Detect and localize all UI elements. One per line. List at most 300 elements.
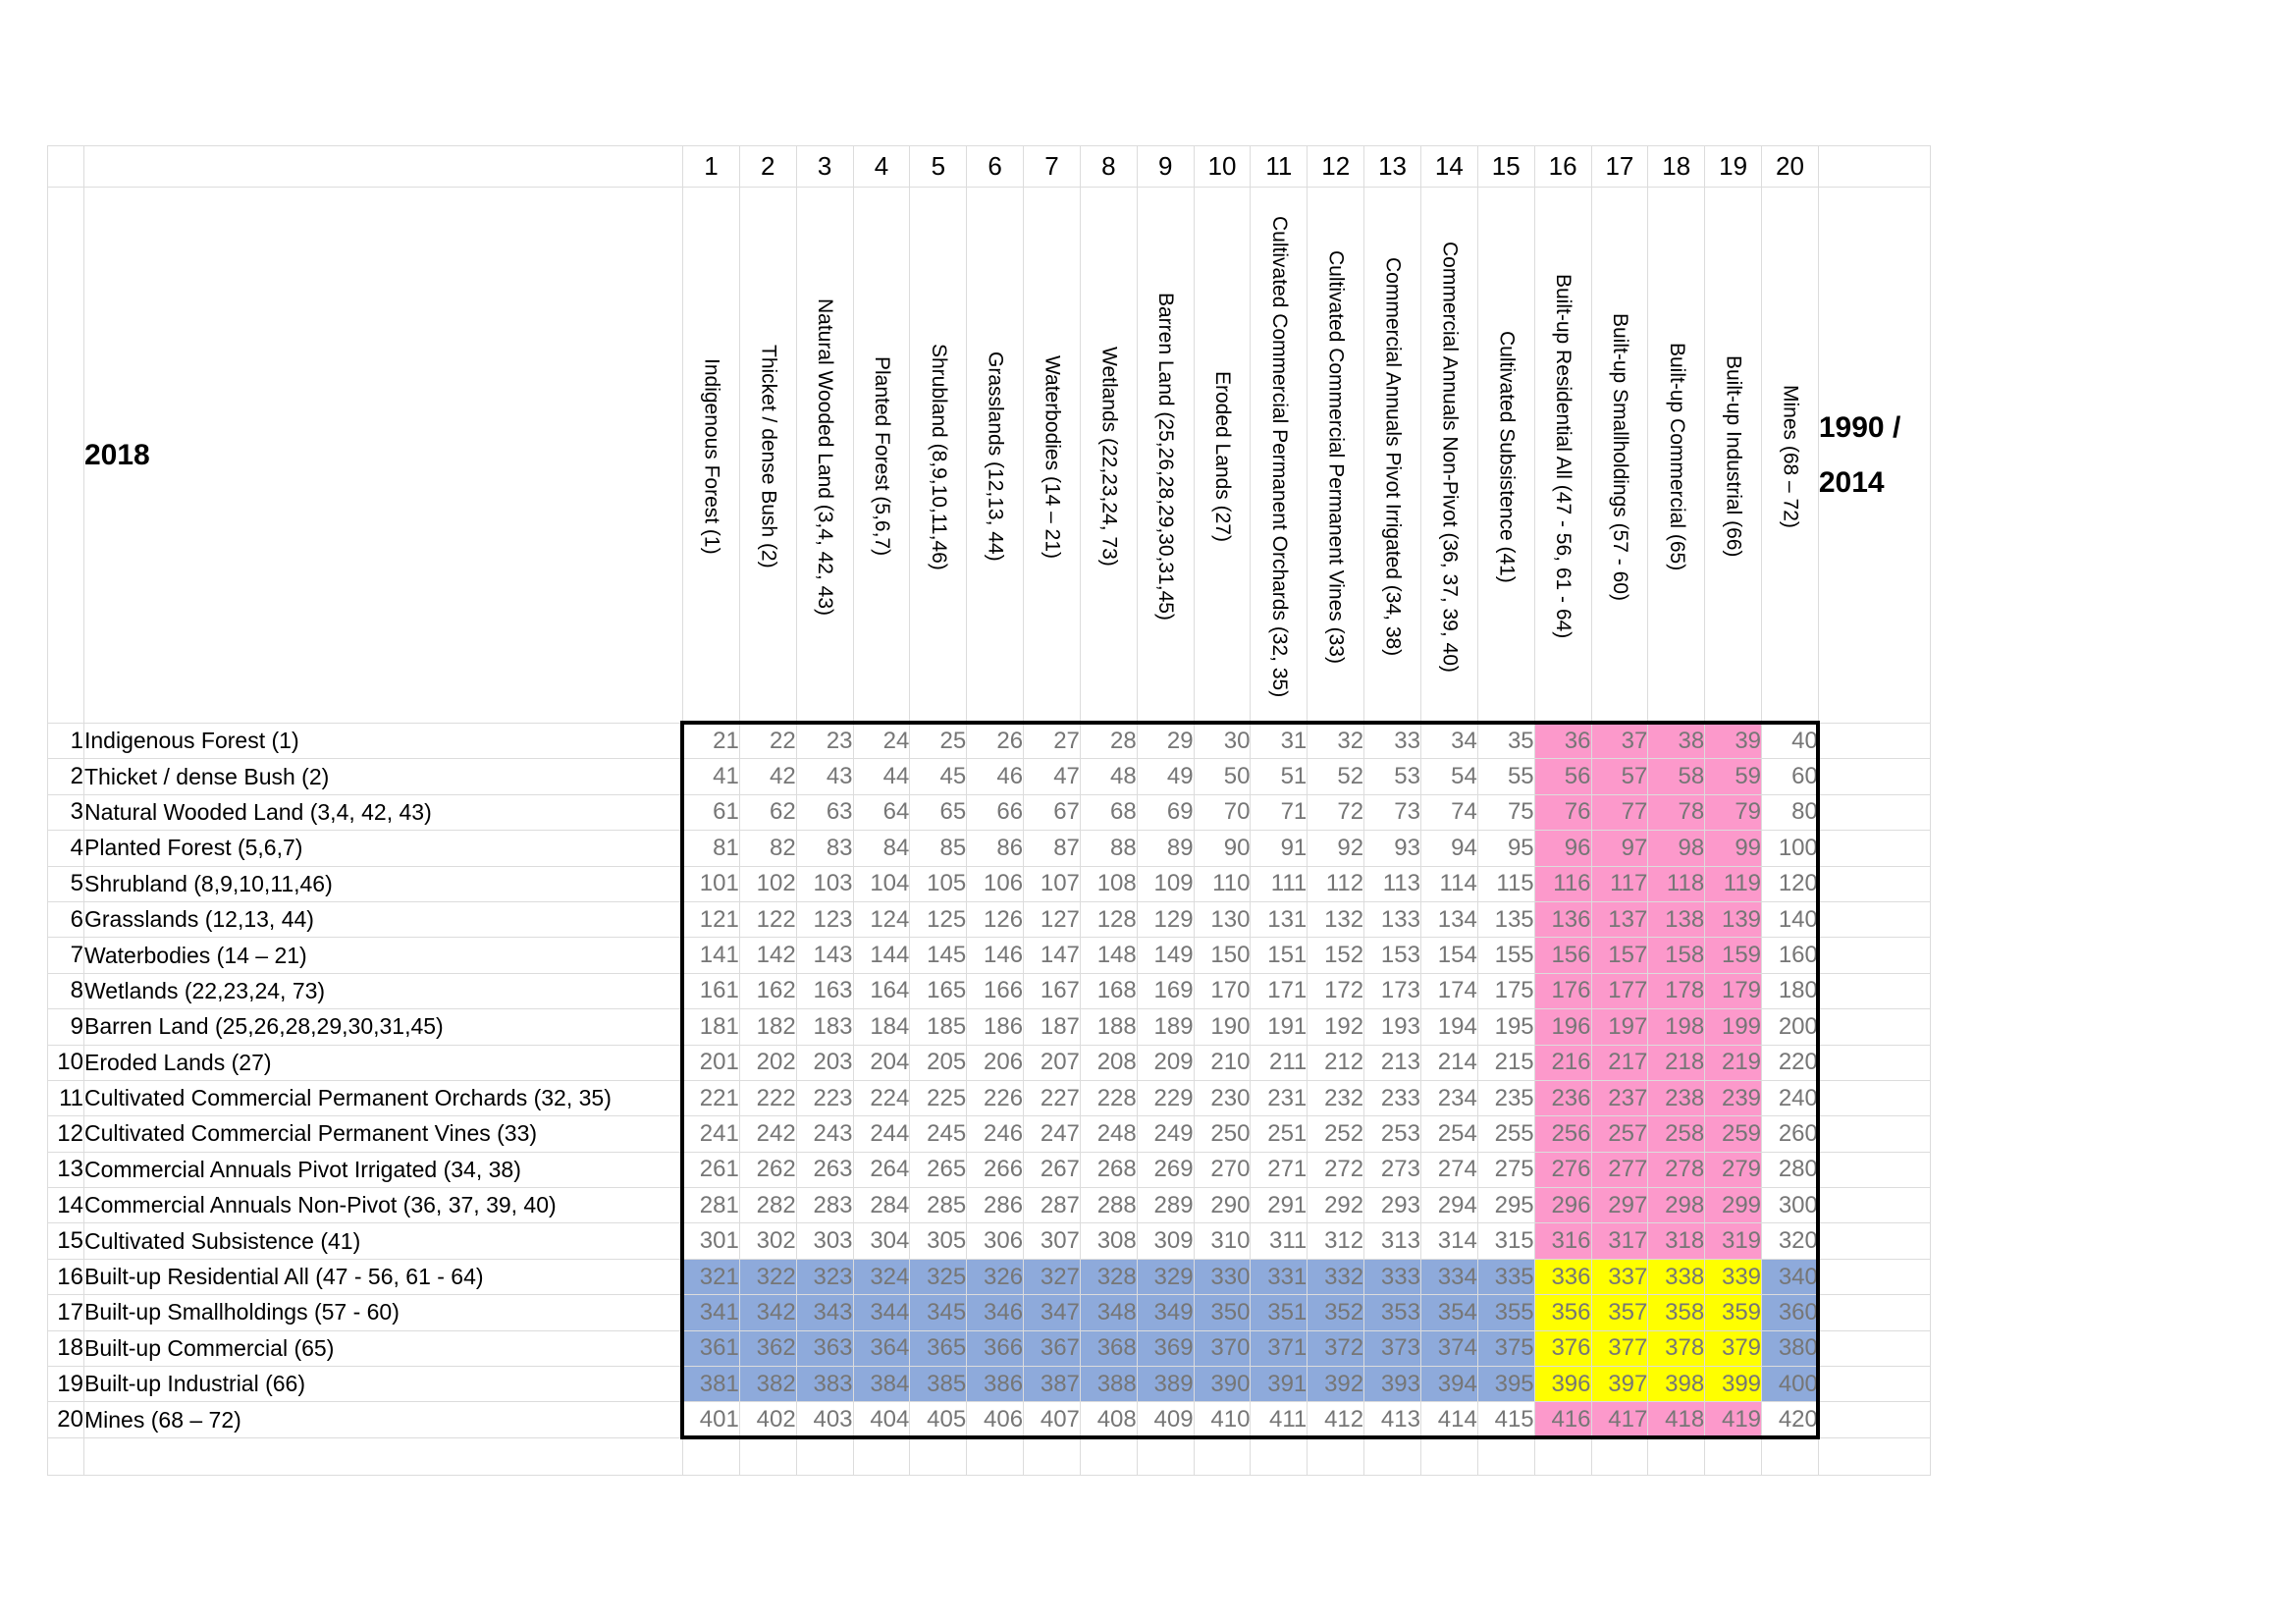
matrix-cell[interactable]: 216	[1534, 1045, 1591, 1080]
matrix-cell[interactable]: 41	[683, 759, 740, 794]
matrix-cell[interactable]: 345	[910, 1295, 967, 1330]
matrix-cell[interactable]: 296	[1534, 1188, 1591, 1223]
matrix-cell[interactable]: 28	[1080, 724, 1137, 759]
matrix-cell[interactable]: 102	[739, 866, 796, 901]
matrix-cell[interactable]: 294	[1420, 1188, 1477, 1223]
row-index[interactable]: 1	[48, 724, 84, 759]
matrix-cell[interactable]: 270	[1194, 1152, 1251, 1187]
col-axis-title-cell[interactable]	[1818, 188, 1930, 724]
matrix-cell[interactable]: 250	[1194, 1116, 1251, 1152]
matrix-cell[interactable]: 391	[1251, 1367, 1308, 1402]
matrix-cell[interactable]: 394	[1420, 1367, 1477, 1402]
row-index[interactable]: 17	[48, 1295, 84, 1330]
matrix-cell[interactable]: 273	[1364, 1152, 1421, 1187]
matrix-cell[interactable]: 34	[1420, 724, 1477, 759]
col-header[interactable]	[853, 188, 910, 724]
matrix-cell[interactable]: 298	[1648, 1188, 1705, 1223]
matrix-cell[interactable]: 261	[683, 1152, 740, 1187]
matrix-cell[interactable]: 35	[1477, 724, 1534, 759]
matrix-cell[interactable]: 371	[1251, 1330, 1308, 1366]
matrix-cell[interactable]: 152	[1308, 938, 1364, 973]
row-index[interactable]: 19	[48, 1367, 84, 1402]
matrix-cell[interactable]: 61	[683, 794, 740, 830]
matrix-cell[interactable]: 239	[1705, 1080, 1762, 1115]
matrix-cell[interactable]: 31	[1251, 724, 1308, 759]
matrix-cell[interactable]: 195	[1477, 1009, 1534, 1045]
matrix-cell[interactable]: 82	[739, 831, 796, 866]
matrix-cell[interactable]: 80	[1762, 794, 1819, 830]
col-index[interactable]: 8	[1080, 146, 1137, 188]
matrix-cell[interactable]: 332	[1308, 1259, 1364, 1294]
matrix-cell[interactable]: 230	[1194, 1080, 1251, 1115]
matrix-cell[interactable]: 121	[683, 901, 740, 937]
col-index[interactable]: 2	[739, 146, 796, 188]
matrix-cell[interactable]: 46	[967, 759, 1024, 794]
row-index[interactable]: 15	[48, 1223, 84, 1259]
matrix-cell[interactable]: 312	[1308, 1223, 1364, 1259]
matrix-cell[interactable]: 255	[1477, 1116, 1534, 1152]
matrix-cell[interactable]: 142	[739, 938, 796, 973]
matrix-cell[interactable]: 353	[1364, 1295, 1421, 1330]
matrix-cell[interactable]: 331	[1251, 1259, 1308, 1294]
matrix-cell[interactable]: 45	[910, 759, 967, 794]
matrix-cell[interactable]: 248	[1080, 1116, 1137, 1152]
matrix-cell[interactable]: 392	[1308, 1367, 1364, 1402]
matrix-cell[interactable]: 185	[910, 1009, 967, 1045]
matrix-cell[interactable]: 301	[683, 1223, 740, 1259]
col-header[interactable]	[1534, 188, 1591, 724]
matrix-cell[interactable]: 256	[1534, 1116, 1591, 1152]
matrix-cell[interactable]: 257	[1591, 1116, 1648, 1152]
row-label[interactable]: Built-up Industrial (66)	[84, 1367, 683, 1402]
matrix-cell[interactable]: 113	[1364, 866, 1421, 901]
matrix-cell[interactable]: 380	[1762, 1330, 1819, 1366]
matrix-cell[interactable]: 318	[1648, 1223, 1705, 1259]
matrix-cell[interactable]: 304	[853, 1223, 910, 1259]
col-header[interactable]	[910, 188, 967, 724]
matrix-cell[interactable]: 91	[1251, 831, 1308, 866]
matrix-cell[interactable]: 321	[683, 1259, 740, 1294]
matrix-cell[interactable]: 81	[683, 831, 740, 866]
row-label[interactable]: Commercial Annuals Pivot Irrigated (34, 38)	[84, 1152, 683, 1187]
matrix-cell[interactable]: 387	[1024, 1367, 1081, 1402]
matrix-cell[interactable]: 76	[1534, 794, 1591, 830]
matrix-cell[interactable]: 115	[1477, 866, 1534, 901]
matrix-cell[interactable]: 383	[796, 1367, 853, 1402]
matrix-cell[interactable]: 26	[967, 724, 1024, 759]
matrix-cell[interactable]: 323	[796, 1259, 853, 1294]
matrix-cell[interactable]: 251	[1251, 1116, 1308, 1152]
matrix-cell[interactable]: 155	[1477, 938, 1534, 973]
matrix-cell[interactable]: 418	[1648, 1402, 1705, 1437]
matrix-cell[interactable]: 177	[1591, 973, 1648, 1008]
matrix-cell[interactable]: 147	[1024, 938, 1081, 973]
matrix-cell[interactable]: 30	[1194, 724, 1251, 759]
matrix-cell[interactable]: 148	[1080, 938, 1137, 973]
matrix-cell[interactable]: 160	[1762, 938, 1819, 973]
row-index[interactable]: 20	[48, 1402, 84, 1437]
matrix-cell[interactable]: 169	[1137, 973, 1194, 1008]
matrix-cell[interactable]: 373	[1364, 1330, 1421, 1366]
matrix-cell[interactable]: 264	[853, 1152, 910, 1187]
matrix-cell[interactable]: 412	[1308, 1402, 1364, 1437]
row-index[interactable]: 11	[48, 1080, 84, 1115]
row-label[interactable]: Eroded Lands (27)	[84, 1045, 683, 1080]
matrix-cell[interactable]: 225	[910, 1080, 967, 1115]
matrix-cell[interactable]: 416	[1534, 1402, 1591, 1437]
matrix-cell[interactable]: 174	[1420, 973, 1477, 1008]
col-index[interactable]: 9	[1137, 146, 1194, 188]
matrix-cell[interactable]: 95	[1477, 831, 1534, 866]
col-header[interactable]	[1762, 188, 1819, 724]
matrix-cell[interactable]: 287	[1024, 1188, 1081, 1223]
matrix-cell[interactable]: 324	[853, 1259, 910, 1294]
matrix-cell[interactable]: 411	[1251, 1402, 1308, 1437]
matrix-cell[interactable]: 290	[1194, 1188, 1251, 1223]
col-index[interactable]: 15	[1477, 146, 1534, 188]
matrix-cell[interactable]: 114	[1420, 866, 1477, 901]
matrix-cell[interactable]: 316	[1534, 1223, 1591, 1259]
matrix-cell[interactable]: 124	[853, 901, 910, 937]
matrix-cell[interactable]: 295	[1477, 1188, 1534, 1223]
matrix-cell[interactable]: 92	[1308, 831, 1364, 866]
matrix-cell[interactable]: 85	[910, 831, 967, 866]
matrix-cell[interactable]: 244	[853, 1116, 910, 1152]
matrix-cell[interactable]: 292	[1308, 1188, 1364, 1223]
matrix-cell[interactable]: 202	[739, 1045, 796, 1080]
matrix-cell[interactable]: 83	[796, 831, 853, 866]
matrix-cell[interactable]: 197	[1591, 1009, 1648, 1045]
matrix-cell[interactable]: 413	[1364, 1402, 1421, 1437]
matrix-cell[interactable]: 98	[1648, 831, 1705, 866]
matrix-cell[interactable]: 40	[1762, 724, 1819, 759]
matrix-cell[interactable]: 252	[1308, 1116, 1364, 1152]
matrix-cell[interactable]: 154	[1420, 938, 1477, 973]
matrix-cell[interactable]: 347	[1024, 1295, 1081, 1330]
matrix-cell[interactable]: 336	[1534, 1259, 1591, 1294]
matrix-cell[interactable]: 99	[1705, 831, 1762, 866]
matrix-cell[interactable]: 212	[1308, 1045, 1364, 1080]
matrix-cell[interactable]: 71	[1251, 794, 1308, 830]
matrix-cell[interactable]: 201	[683, 1045, 740, 1080]
matrix-cell[interactable]: 128	[1080, 901, 1137, 937]
matrix-cell[interactable]: 125	[910, 901, 967, 937]
matrix-cell[interactable]: 309	[1137, 1223, 1194, 1259]
row-index[interactable]: 18	[48, 1330, 84, 1366]
matrix-cell[interactable]: 271	[1251, 1152, 1308, 1187]
matrix-cell[interactable]: 138	[1648, 901, 1705, 937]
row-label[interactable]: Planted Forest (5,6,7)	[84, 831, 683, 866]
matrix-cell[interactable]: 280	[1762, 1152, 1819, 1187]
matrix-cell[interactable]: 193	[1364, 1009, 1421, 1045]
matrix-cell[interactable]: 75	[1477, 794, 1534, 830]
col-index[interactable]: 1	[683, 146, 740, 188]
matrix-cell[interactable]: 159	[1705, 938, 1762, 973]
matrix-cell[interactable]: 281	[683, 1188, 740, 1223]
matrix-cell[interactable]: 178	[1648, 973, 1705, 1008]
matrix-cell[interactable]: 341	[683, 1295, 740, 1330]
matrix-cell[interactable]: 86	[967, 831, 1024, 866]
matrix-cell[interactable]: 132	[1308, 901, 1364, 937]
row-label[interactable]: Mines (68 – 72)	[84, 1402, 683, 1437]
matrix-cell[interactable]: 112	[1308, 866, 1364, 901]
matrix-cell[interactable]: 51	[1251, 759, 1308, 794]
matrix-cell[interactable]: 189	[1137, 1009, 1194, 1045]
matrix-cell[interactable]: 184	[853, 1009, 910, 1045]
matrix-cell[interactable]: 327	[1024, 1259, 1081, 1294]
matrix-cell[interactable]: 101	[683, 866, 740, 901]
matrix-cell[interactable]: 351	[1251, 1295, 1308, 1330]
matrix-cell[interactable]: 161	[683, 973, 740, 1008]
matrix-cell[interactable]: 72	[1308, 794, 1364, 830]
matrix-cell[interactable]: 397	[1591, 1367, 1648, 1402]
matrix-cell[interactable]: 205	[910, 1045, 967, 1080]
row-label[interactable]: Grasslands (12,13, 44)	[84, 901, 683, 937]
matrix-cell[interactable]: 240	[1762, 1080, 1819, 1115]
matrix-cell[interactable]: 180	[1762, 973, 1819, 1008]
matrix-cell[interactable]: 103	[796, 866, 853, 901]
col-header[interactable]	[683, 188, 740, 724]
matrix-cell[interactable]: 396	[1534, 1367, 1591, 1402]
matrix-cell[interactable]: 36	[1534, 724, 1591, 759]
matrix-cell[interactable]: 207	[1024, 1045, 1081, 1080]
matrix-cell[interactable]: 388	[1080, 1367, 1137, 1402]
matrix-cell[interactable]: 168	[1080, 973, 1137, 1008]
matrix-cell[interactable]: 234	[1420, 1080, 1477, 1115]
matrix-cell[interactable]: 158	[1648, 938, 1705, 973]
matrix-cell[interactable]: 359	[1705, 1295, 1762, 1330]
matrix-cell[interactable]: 326	[967, 1259, 1024, 1294]
matrix-cell[interactable]: 384	[853, 1367, 910, 1402]
matrix-cell[interactable]: 170	[1194, 973, 1251, 1008]
matrix-cell[interactable]: 237	[1591, 1080, 1648, 1115]
matrix-cell[interactable]: 100	[1762, 831, 1819, 866]
matrix-cell[interactable]: 378	[1648, 1330, 1705, 1366]
matrix-cell[interactable]: 206	[967, 1045, 1024, 1080]
col-index[interactable]: 16	[1534, 146, 1591, 188]
matrix-cell[interactable]: 48	[1080, 759, 1137, 794]
matrix-cell[interactable]: 226	[967, 1080, 1024, 1115]
row-index[interactable]: 10	[48, 1045, 84, 1080]
matrix-cell[interactable]: 228	[1080, 1080, 1137, 1115]
row-index[interactable]: 16	[48, 1259, 84, 1294]
matrix-cell[interactable]: 120	[1762, 866, 1819, 901]
matrix-cell[interactable]: 109	[1137, 866, 1194, 901]
col-header[interactable]	[1137, 188, 1194, 724]
matrix-cell[interactable]: 67	[1024, 794, 1081, 830]
matrix-cell[interactable]: 23	[796, 724, 853, 759]
matrix-cell[interactable]: 39	[1705, 724, 1762, 759]
matrix-cell[interactable]: 224	[853, 1080, 910, 1115]
matrix-cell[interactable]: 320	[1762, 1223, 1819, 1259]
matrix-cell[interactable]: 322	[739, 1259, 796, 1294]
matrix-cell[interactable]: 236	[1534, 1080, 1591, 1115]
matrix-cell[interactable]: 105	[910, 866, 967, 901]
matrix-cell[interactable]: 143	[796, 938, 853, 973]
matrix-cell[interactable]: 385	[910, 1367, 967, 1402]
row-label[interactable]: Built-up Commercial (65)	[84, 1330, 683, 1366]
matrix-cell[interactable]: 57	[1591, 759, 1648, 794]
matrix-cell[interactable]: 335	[1477, 1259, 1534, 1294]
col-index[interactable]: 7	[1024, 146, 1081, 188]
matrix-cell[interactable]: 329	[1137, 1259, 1194, 1294]
matrix-cell[interactable]: 44	[853, 759, 910, 794]
matrix-cell[interactable]: 93	[1364, 831, 1421, 866]
matrix-cell[interactable]: 265	[910, 1152, 967, 1187]
matrix-cell[interactable]: 96	[1534, 831, 1591, 866]
matrix-cell[interactable]: 338	[1648, 1259, 1705, 1294]
row-index[interactable]: 13	[48, 1152, 84, 1187]
matrix-cell[interactable]: 131	[1251, 901, 1308, 937]
matrix-cell[interactable]: 364	[853, 1330, 910, 1366]
matrix-cell[interactable]: 127	[1024, 901, 1081, 937]
matrix-cell[interactable]: 356	[1534, 1295, 1591, 1330]
matrix-cell[interactable]: 242	[739, 1116, 796, 1152]
row-label[interactable]: Cultivated Subsistence (41)	[84, 1223, 683, 1259]
matrix-cell[interactable]: 372	[1308, 1330, 1364, 1366]
matrix-cell[interactable]: 419	[1705, 1402, 1762, 1437]
matrix-cell[interactable]: 94	[1420, 831, 1477, 866]
matrix-cell[interactable]: 319	[1705, 1223, 1762, 1259]
matrix-cell[interactable]: 289	[1137, 1188, 1194, 1223]
row-label[interactable]: Shrubland (8,9,10,11,46)	[84, 866, 683, 901]
matrix-cell[interactable]: 400	[1762, 1367, 1819, 1402]
matrix-cell[interactable]: 402	[739, 1402, 796, 1437]
matrix-cell[interactable]: 279	[1705, 1152, 1762, 1187]
matrix-cell[interactable]: 282	[739, 1188, 796, 1223]
matrix-cell[interactable]: 191	[1251, 1009, 1308, 1045]
matrix-cell[interactable]: 330	[1194, 1259, 1251, 1294]
matrix-cell[interactable]: 209	[1137, 1045, 1194, 1080]
matrix-cell[interactable]: 215	[1477, 1045, 1534, 1080]
matrix-cell[interactable]: 260	[1762, 1116, 1819, 1152]
col-index[interactable]: 19	[1705, 146, 1762, 188]
matrix-cell[interactable]: 220	[1762, 1045, 1819, 1080]
matrix-cell[interactable]: 410	[1194, 1402, 1251, 1437]
matrix-cell[interactable]: 89	[1137, 831, 1194, 866]
col-index[interactable]: 14	[1420, 146, 1477, 188]
matrix-cell[interactable]: 357	[1591, 1295, 1648, 1330]
matrix-cell[interactable]: 406	[967, 1402, 1024, 1437]
col-index[interactable]: 20	[1762, 146, 1819, 188]
matrix-cell[interactable]: 22	[739, 724, 796, 759]
matrix-cell[interactable]: 263	[796, 1152, 853, 1187]
matrix-cell[interactable]: 62	[739, 794, 796, 830]
matrix-cell[interactable]: 415	[1477, 1402, 1534, 1437]
matrix-cell[interactable]: 42	[739, 759, 796, 794]
matrix-cell[interactable]: 344	[853, 1295, 910, 1330]
matrix-cell[interactable]: 390	[1194, 1367, 1251, 1402]
matrix-cell[interactable]: 182	[739, 1009, 796, 1045]
col-header[interactable]	[739, 188, 796, 724]
matrix-cell[interactable]: 405	[910, 1402, 967, 1437]
col-header[interactable]	[1080, 188, 1137, 724]
row-label[interactable]: Cultivated Commercial Permanent Orchards (32, 35)	[84, 1080, 683, 1115]
matrix-cell[interactable]: 110	[1194, 866, 1251, 901]
matrix-cell[interactable]: 199	[1705, 1009, 1762, 1045]
matrix-cell[interactable]: 340	[1762, 1259, 1819, 1294]
matrix-cell[interactable]: 333	[1364, 1259, 1421, 1294]
matrix-cell[interactable]: 285	[910, 1188, 967, 1223]
matrix-cell[interactable]: 183	[796, 1009, 853, 1045]
matrix-cell[interactable]: 417	[1591, 1402, 1648, 1437]
col-header[interactable]	[1591, 188, 1648, 724]
matrix-cell[interactable]: 90	[1194, 831, 1251, 866]
matrix-cell[interactable]: 175	[1477, 973, 1534, 1008]
matrix-cell[interactable]: 149	[1137, 938, 1194, 973]
matrix-cell[interactable]: 284	[853, 1188, 910, 1223]
matrix-cell[interactable]: 243	[796, 1116, 853, 1152]
matrix-cell[interactable]: 368	[1080, 1330, 1137, 1366]
matrix-cell[interactable]: 232	[1308, 1080, 1364, 1115]
matrix-cell[interactable]: 78	[1648, 794, 1705, 830]
col-index[interactable]: 13	[1364, 146, 1421, 188]
matrix-cell[interactable]: 140	[1762, 901, 1819, 937]
matrix-cell[interactable]: 60	[1762, 759, 1819, 794]
matrix-cell[interactable]: 139	[1705, 901, 1762, 937]
matrix-cell[interactable]: 403	[796, 1402, 853, 1437]
matrix-cell[interactable]: 366	[967, 1330, 1024, 1366]
matrix-cell[interactable]: 235	[1477, 1080, 1534, 1115]
matrix-cell[interactable]: 70	[1194, 794, 1251, 830]
col-index[interactable]: 11	[1251, 146, 1308, 188]
row-label[interactable]: Built-up Smallholdings (57 - 60)	[84, 1295, 683, 1330]
matrix-cell[interactable]: 97	[1591, 831, 1648, 866]
matrix-cell[interactable]: 203	[796, 1045, 853, 1080]
row-index[interactable]: 5	[48, 866, 84, 901]
row-label[interactable]: Cultivated Commercial Permanent Vines (33)	[84, 1116, 683, 1152]
matrix-cell[interactable]: 246	[967, 1116, 1024, 1152]
col-index[interactable]: 12	[1308, 146, 1364, 188]
matrix-cell[interactable]: 50	[1194, 759, 1251, 794]
matrix-cell[interactable]: 283	[796, 1188, 853, 1223]
matrix-cell[interactable]: 259	[1705, 1116, 1762, 1152]
matrix-cell[interactable]: 222	[739, 1080, 796, 1115]
row-index[interactable]: 14	[48, 1188, 84, 1223]
matrix-cell[interactable]: 214	[1420, 1045, 1477, 1080]
row-index[interactable]: 4	[48, 831, 84, 866]
matrix-cell[interactable]: 293	[1364, 1188, 1421, 1223]
matrix-cell[interactable]: 204	[853, 1045, 910, 1080]
matrix-cell[interactable]: 111	[1251, 866, 1308, 901]
matrix-cell[interactable]: 63	[796, 794, 853, 830]
matrix-cell[interactable]: 398	[1648, 1367, 1705, 1402]
col-header[interactable]	[1251, 188, 1308, 724]
matrix-cell[interactable]: 374	[1420, 1330, 1477, 1366]
matrix-cell[interactable]: 210	[1194, 1045, 1251, 1080]
matrix-cell[interactable]: 386	[967, 1367, 1024, 1402]
matrix-cell[interactable]: 354	[1420, 1295, 1477, 1330]
row-index[interactable]: 8	[48, 973, 84, 1008]
matrix-cell[interactable]: 21	[683, 724, 740, 759]
matrix-cell[interactable]: 211	[1251, 1045, 1308, 1080]
matrix-cell[interactable]: 401	[683, 1402, 740, 1437]
matrix-cell[interactable]: 249	[1137, 1116, 1194, 1152]
matrix-cell[interactable]: 190	[1194, 1009, 1251, 1045]
matrix-cell[interactable]: 54	[1420, 759, 1477, 794]
matrix-cell[interactable]: 375	[1477, 1330, 1534, 1366]
matrix-cell[interactable]: 334	[1420, 1259, 1477, 1294]
matrix-cell[interactable]: 307	[1024, 1223, 1081, 1259]
matrix-cell[interactable]: 200	[1762, 1009, 1819, 1045]
col-index[interactable]: 5	[910, 146, 967, 188]
matrix-cell[interactable]: 150	[1194, 938, 1251, 973]
matrix-cell[interactable]: 262	[739, 1152, 796, 1187]
matrix-cell[interactable]: 300	[1762, 1188, 1819, 1223]
matrix-cell[interactable]: 164	[853, 973, 910, 1008]
matrix-cell[interactable]: 59	[1705, 759, 1762, 794]
matrix-cell[interactable]: 365	[910, 1330, 967, 1366]
